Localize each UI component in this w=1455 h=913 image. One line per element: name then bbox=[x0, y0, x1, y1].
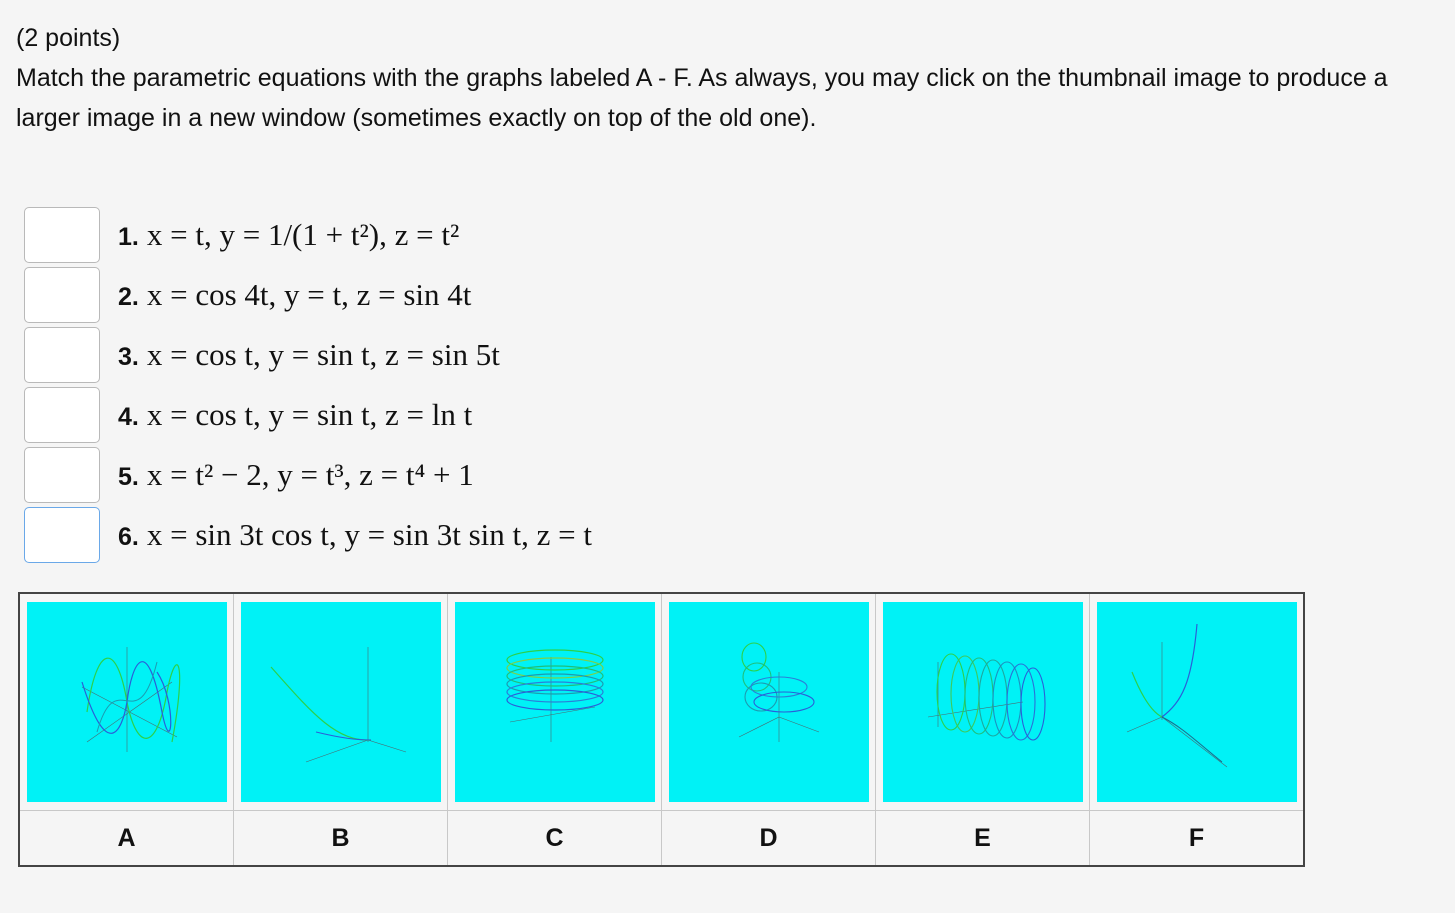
equation-row-1 bbox=[24, 205, 592, 265]
answer-input-1[interactable] bbox=[24, 207, 100, 263]
equation-row-6 bbox=[24, 505, 592, 565]
graph-label-b: B bbox=[234, 811, 448, 867]
graph-c-thumbnail[interactable] bbox=[455, 602, 655, 802]
equation-1 bbox=[118, 217, 459, 253]
equation-text: x = cos t, y = sin t, z = sin 5t bbox=[146, 337, 500, 372]
graph-label-d: D bbox=[662, 811, 876, 867]
equation-list bbox=[24, 205, 592, 565]
equation-text: x = sin 3t cos t, y = sin 3t sin t, z = t bbox=[146, 517, 592, 552]
graph-cell-d bbox=[662, 593, 876, 811]
graph-label-a: A bbox=[19, 811, 234, 867]
equation-text: x = cos t, y = sin t, z = ln t bbox=[146, 397, 473, 432]
answer-input-3[interactable] bbox=[24, 327, 100, 383]
equation-number: 4. bbox=[118, 403, 139, 431]
equation-6 bbox=[118, 517, 592, 553]
graph-label-e: E bbox=[876, 811, 1090, 867]
equation-text: x = t, y = 1/(1 + t²), z = t² bbox=[146, 217, 460, 252]
equation-3 bbox=[118, 337, 500, 373]
equation-text: x = cos 4t, y = t, z = sin 4t bbox=[146, 277, 472, 312]
equation-5 bbox=[118, 457, 474, 493]
equation-number: 2. bbox=[118, 283, 139, 311]
equation-row-5 bbox=[24, 445, 592, 505]
graph-cell-b bbox=[234, 593, 448, 811]
equation-row-2 bbox=[24, 265, 592, 325]
graph-cell-e bbox=[876, 593, 1090, 811]
graph-f-thumbnail[interactable] bbox=[1097, 602, 1297, 802]
equation-number: 5. bbox=[118, 463, 139, 491]
equation-number: 6. bbox=[118, 523, 139, 551]
answer-input-2[interactable] bbox=[24, 267, 100, 323]
graph-label-f: F bbox=[1090, 811, 1305, 867]
question-prompt bbox=[16, 18, 1446, 138]
graph-b-thumbnail[interactable] bbox=[241, 602, 441, 802]
points-label: (2 points) bbox=[16, 24, 121, 52]
graph-a-thumbnail[interactable] bbox=[27, 602, 227, 802]
graph-cell-a bbox=[19, 593, 234, 811]
thumbnail-row bbox=[19, 593, 1304, 811]
equation-number: 3. bbox=[118, 343, 139, 371]
graph-cell-f bbox=[1090, 593, 1305, 811]
equation-row-4 bbox=[24, 385, 592, 445]
graph-d-thumbnail[interactable] bbox=[669, 602, 869, 802]
answer-input-5[interactable] bbox=[24, 447, 100, 503]
equation-4 bbox=[118, 397, 472, 433]
equation-2 bbox=[118, 277, 471, 313]
equation-row-3 bbox=[24, 325, 592, 385]
answer-input-4[interactable] bbox=[24, 387, 100, 443]
graph-e-thumbnail[interactable] bbox=[883, 602, 1083, 802]
label-row bbox=[19, 811, 1304, 867]
answer-input-6[interactable] bbox=[24, 507, 100, 563]
equation-text: x = t² − 2, y = t³, z = t⁴ + 1 bbox=[146, 457, 474, 492]
graph-table bbox=[18, 592, 1305, 867]
instructions-text: Match the parametric equations with the graphs labeled A - F. As always, you may click on the thumbnail image to produce a larger image in a new window (sometimes exactly on top of the old one). bbox=[16, 64, 1388, 132]
graph-label-c: C bbox=[448, 811, 662, 867]
graph-cell-c bbox=[448, 593, 662, 811]
equation-number: 1. bbox=[118, 223, 139, 251]
